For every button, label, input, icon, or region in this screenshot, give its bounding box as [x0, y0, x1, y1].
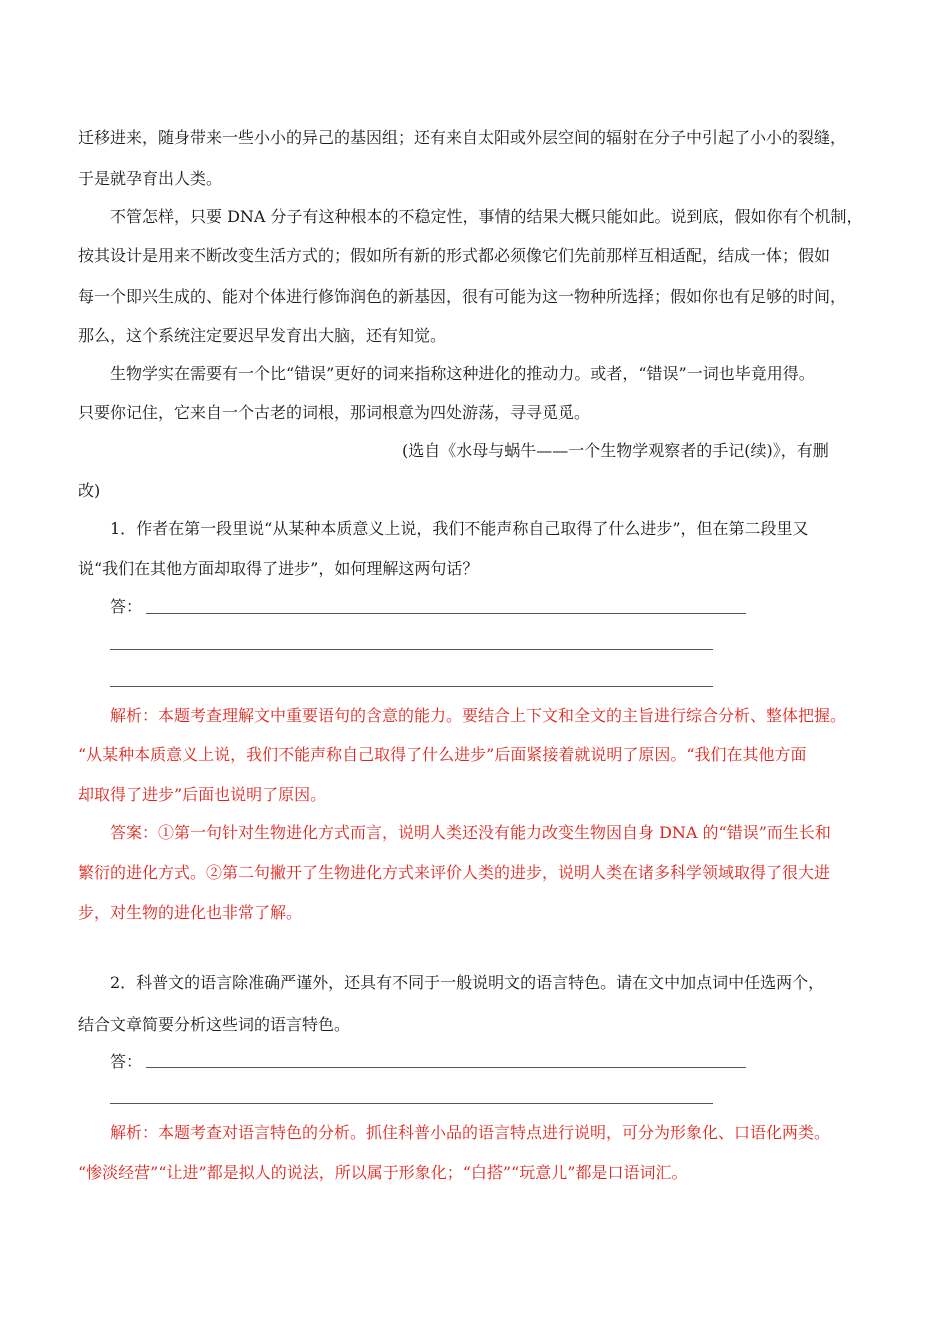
q1-analysis-line-3: 却取得了进步”后面也说明了原因。: [78, 785, 327, 804]
q1-analysis-line-2: “从某种本质意义上说，我们不能声称自己取得了什么进步”后面紧接着就说明了原因。“我们在其他方面: [78, 745, 807, 764]
q1-answer-line-text-2: 繁衍的进化方式。②第二句撇开了生物进化方式来评价人类的进步，说明人类在诸多科学领域取得了很大进: [78, 863, 831, 882]
passage-p1-line-2: 于是就孕育出人类。: [78, 169, 223, 188]
q2-answer-line-2[interactable]: [110, 1103, 713, 1104]
q2-question-line-2: 结合文章简要分析这些词的语言特色。: [78, 1015, 351, 1034]
q2-question-line-1: 2．科普文的语言除准确严谨外，还具有不同于一般说明文的语言特色。请在文中加点词中任选两个，: [110, 973, 825, 992]
q2-answer-line-1[interactable]: [146, 1067, 746, 1068]
source-citation-line-1: (选自《水母与蜗牛——一个生物学观察者的手记(续)》，有删: [402, 441, 829, 460]
q1-question-line-2: 说“我们在其他方面却取得了进步”，如何理解这两句话？: [78, 559, 479, 578]
passage-p3-line-1: 生物学实在需要有一个比“错误”更好的词来指称这种进化的推动力。或者，“错误”一词也毕竟用得。: [110, 364, 815, 383]
q1-question-line-1: 1．作者在第一段里说“从某种本质意义上说，我们不能声称自己取得了什么进步”，但在第二段里又: [110, 519, 809, 538]
q2-analysis-line-1: 解析：本题考查对语言特色的分析。抓住科普小品的语言特点进行说明，可分为形象化、口语化两类。: [110, 1123, 831, 1142]
q1-answer-line-text-1: 答案：①第一句针对生物进化方式而言，说明人类还没有能力改变生物因自身 DNA 的“错误”而生长和: [110, 823, 831, 842]
passage-p2-line-1: 不管怎样，只要 DNA 分子有这种根本的不稳定性，事情的结果大概只能如此。说到底，假如你有个机制，: [110, 207, 863, 226]
q1-answer-line-1[interactable]: [146, 613, 746, 614]
q1-answer-label: 答：: [110, 597, 143, 616]
passage-p2-line-3: 每一个即兴生成的、能对个体进行修饰润色的新基因，很有可能为这一物种所选择；假如你也有足够的时间，: [78, 287, 847, 306]
passage-p1-line-1: 迁移进来，随身带来一些小小的异己的基因组；还有来自太阳或外层空间的辐射在分子中引起了小小的裂缝，: [78, 128, 847, 147]
q1-analysis-line-1: 解析：本题考查理解文中重要语句的含意的能力。要结合上下文和全文的主旨进行综合分析、整体把握。: [110, 706, 847, 725]
q2-analysis-line-2: “惨淡经营”“让进”都是拟人的说法，所以属于形象化；“白搭”“玩意儿”都是口语词汇。: [78, 1163, 688, 1182]
q1-answer-line-3[interactable]: [110, 686, 713, 687]
passage-p2-line-2: 按其设计是用来不断改变生活方式的；假如所有新的形式都必须像它们先前那样互相适配，结成一体；假如: [78, 246, 831, 265]
q2-answer-label: 答：: [110, 1052, 143, 1071]
passage-p3-line-2: 只要你记住，它来自一个古老的词根，那词根意为四处游荡，寻寻觅觅。: [78, 403, 591, 422]
q1-answer-line-2[interactable]: [110, 649, 713, 650]
source-citation-line-2: 改): [78, 481, 101, 500]
passage-p2-line-4: 那么，这个系统注定要迟早发育出大脑，还有知觉。: [78, 326, 447, 345]
q1-answer-line-text-3: 步，对生物的进化也非常了解。: [78, 903, 303, 922]
